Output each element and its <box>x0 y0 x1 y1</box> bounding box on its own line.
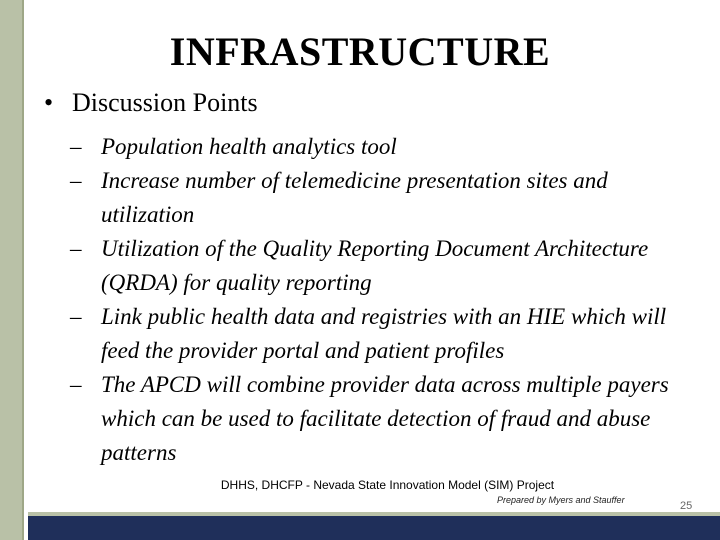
dash-marker: – <box>70 134 82 159</box>
main-bullet <box>44 88 258 118</box>
dash-marker: – <box>70 168 82 193</box>
sub-bullet-text: Increase number of telemedicine presentation sites and utilization <box>101 168 608 227</box>
dash-marker: – <box>70 372 82 397</box>
sub-bullet-text: Link public health data and registries with an HIE which will feed the provider portal and patient profiles <box>101 304 667 363</box>
sub-bullet-text: Population health analytics tool <box>101 134 397 159</box>
page-number: 25 <box>680 500 693 512</box>
footer-prepared-by: Prepared by Myers and Stauffer <box>497 495 625 505</box>
sub-bullet <box>70 232 690 300</box>
left-decorative-bar <box>0 0 22 540</box>
left-bar-edge <box>22 0 24 540</box>
bullet-dot: • <box>44 88 54 117</box>
sub-bullet <box>70 164 690 232</box>
sub-bullet-list <box>70 130 690 470</box>
footer-project: DHHS, DHCFP - Nevada State Innovation Model (SIM) Project <box>220 478 555 492</box>
main-bullet-text: Discussion Points <box>72 88 258 117</box>
sub-bullet <box>70 130 690 164</box>
sub-bullet <box>70 368 690 470</box>
sub-bullet-text: The APCD will combine provider data across multiple payers which can be used to facilitate detection of fraud and abuse patterns <box>101 372 669 465</box>
sub-bullet <box>70 300 690 368</box>
dash-marker: – <box>70 304 82 329</box>
bottom-decorative-bar <box>28 516 720 540</box>
sub-bullet-text: Utilization of the Quality Reporting Document Architecture (QRDA) for quality reporting <box>101 236 649 295</box>
slide-title: INFRASTRUCTURE <box>169 29 551 74</box>
dash-marker: – <box>70 236 82 261</box>
